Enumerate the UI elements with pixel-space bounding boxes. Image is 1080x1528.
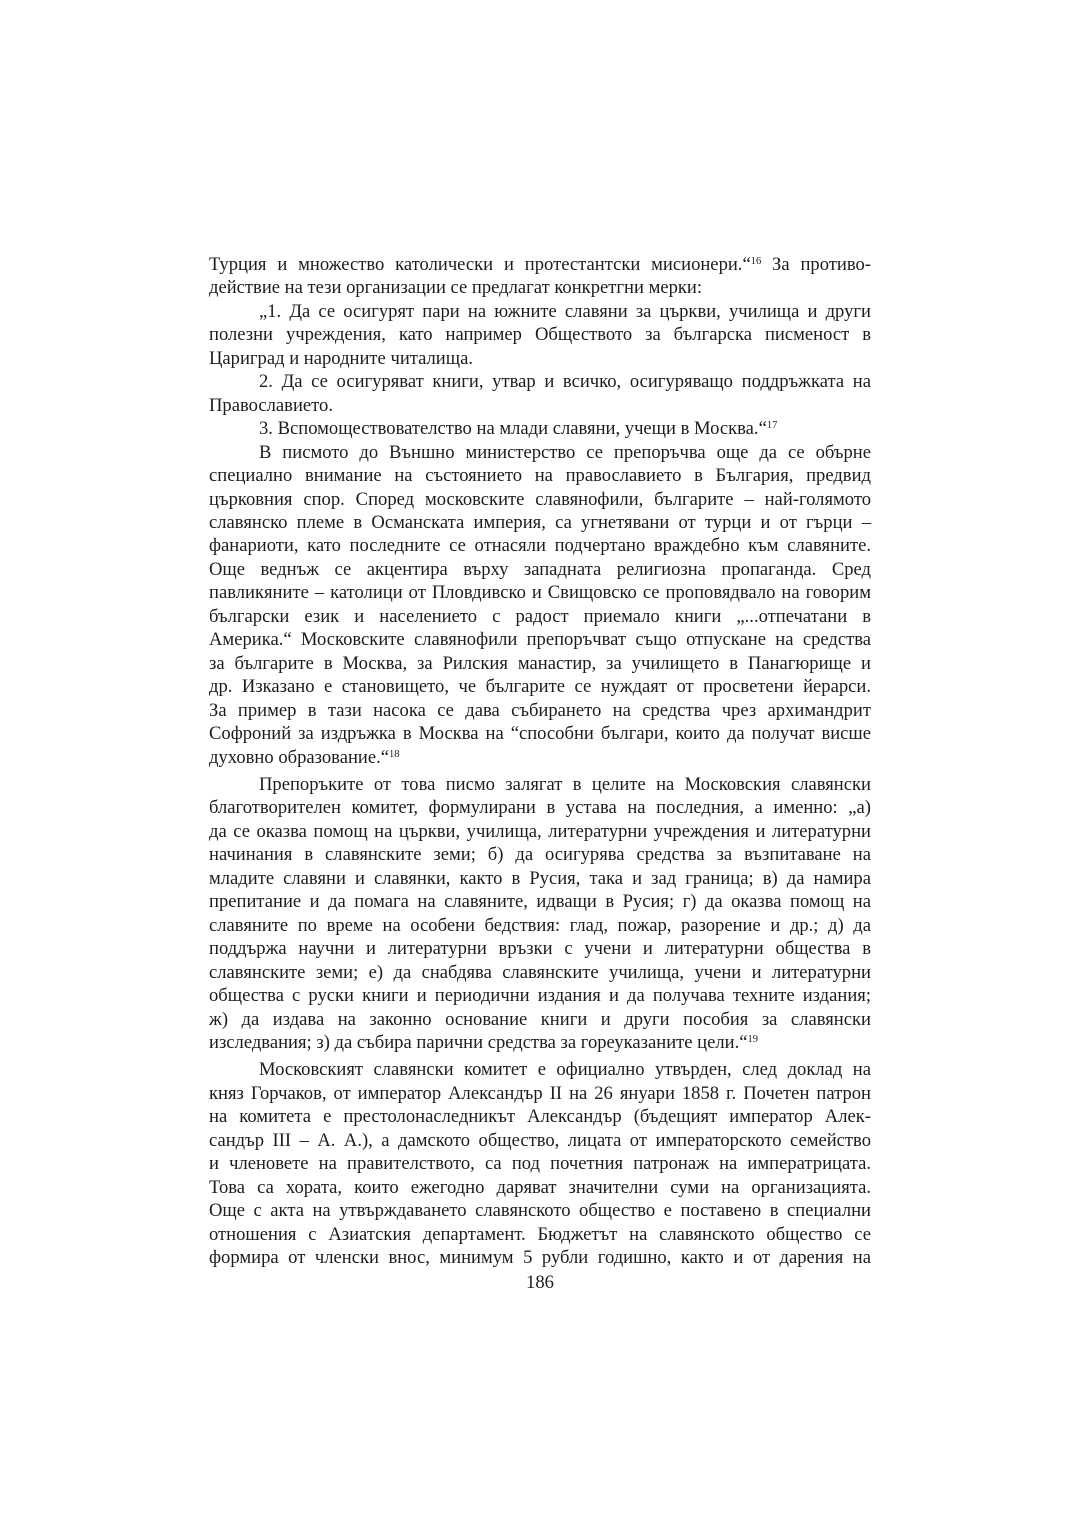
paragraph-1 [209,253,871,300]
text-line: славянско племе в Османската империя, са угнетявани от турци и от гърци – [209,511,871,533]
text-line: поддържа научни и литературни връзки с учени и литературни общества в [209,938,871,960]
text-line: сандър III – А. А.), а дамското общество, лицата от императорското семейство [209,1129,871,1151]
paragraph-2 [209,300,871,370]
text-line: павликяните – католици от Пловдивско и Свищовско се проповядвало на говорим [209,582,871,604]
text-line: да се оказва помощ на църкви, училища, литературни учреждения и литературни [209,820,871,842]
paragraph-3 [209,370,871,417]
text-line: полезни учреждения, като например Обществото за българска писменост в [209,324,871,346]
text-span: 3. Вспомоществователство на млади славяни, учещи в Москва.“ [259,418,767,440]
paragraph-4 [209,417,871,440]
text-line [209,253,871,276]
text-line: специално внимание на състоянието на православието в България, предвид [209,465,871,487]
text-line: 2. Да се осигуряват книги, утвар и всичко, осигуряващо поддръжката на [259,371,871,393]
text-line: препитание и да помага на славяните, идващи в Русия; г) да оказва помощ на [209,891,871,913]
text-line: княз Горчаков, от император Александър II на 26 януари 1858 г. Почетен патрон [209,1082,871,1104]
text-line: ж) да издава на законно основание книги и други пособия за славянски [209,1008,871,1030]
text-line: Софроний за издръжка в Москва на “способни българи, които да получат висше [209,723,871,745]
text-span: изследвания; з) да събира парични средства за гореуказаните цели.“ [209,1031,748,1053]
text-line [209,746,871,769]
text-line [209,417,871,440]
text-span: За противо- [761,254,871,275]
text-span: духовно образование.“ [209,746,389,768]
text-line: благотворителен комитет, формулирани в устава на последния, а именно: „а) [209,797,871,819]
text-line: общества с руски книги и периодични издания и да получава техните издания; [209,985,871,1007]
text-line: Това са хората, които ежегодно даряват значителни суми на организацията. [209,1176,871,1198]
text-line: др. Изказано е становището, че българите се нуждаят от просветени йерарси. [209,676,871,698]
text-line: Препоръките от това писмо залягат в целите на Московския славянски [259,773,871,795]
page-body [209,253,871,1269]
text-line: Московският славянски комитет е официално утвърден, след доклад на [259,1059,871,1081]
text-line: и членовете на правителството, са под почетния патронаж на императрицата. [209,1153,871,1175]
text-line: За пример в тази насока се дава събирането на средства чрез архимандрит [209,699,871,721]
text-line: Цариград и народните читалища. [209,347,473,369]
text-line: църковния спор. Според московските славянофили, българите – най-голямото [209,488,871,510]
text-line: Америка.“ Московските славянофили препоръчват също отпускане на средства [209,629,871,651]
text-line: Още веднъж се акцентира върху западната религиозна пропаганда. Сред [209,558,871,580]
text-line: Още с акта на утвърждаването славянското общество е поставено в специални [209,1200,871,1222]
text-line: Православието. [209,394,333,416]
text-line: отношения с Азиатския департамент. Бюджетът на славянското общество се [209,1223,871,1245]
footnote-ref: 16 [750,256,762,267]
text-line: за българите в Москва, за Рилския манастир, за училището в Панагюрище и [209,652,871,674]
text-line: В писмото до Външно министерство се препоръчва още да се обърне [259,441,871,463]
paragraph-6 [209,773,871,1054]
text-line: формира от членски внос, минимум 5 рубли годишно, както и от дарения на [209,1247,871,1269]
text-line: действие на тези организации се предлагат конкретгни мерки: [209,277,703,299]
paragraph-7 [209,1058,871,1269]
page-number: 186 [526,1272,554,1293]
text-line: фанариоти, като последните се отнасяли подчертано враждебно към славяните. [209,535,871,557]
footnote-ref: 17 [766,420,778,432]
text-line: „1. Да се осигурят пари на южните славяни за църкви, училища и други [259,300,871,322]
text-span: Турция и множество католически и протестантски мисионери.“ [209,254,751,275]
text-line: начинания в славянските земи; б) да осигурява средства за възпитаване на [209,844,871,866]
footnote-ref: 18 [389,748,400,760]
text-line: български език и населението с радост приемало книги „...отпечатани в [209,605,871,627]
text-line: на комитета е престолонаследникът Александър (бъдещият император Алек- [209,1106,871,1128]
paragraph-5 [209,441,871,769]
text-line: славянските земи; е) да снабдява славянските училища, учени и литературни [209,961,871,983]
text-line: младите славяни и славянки, както в Русия, така и зад граница; в) да намира [209,867,871,889]
text-line [209,1031,871,1054]
footnote-ref: 19 [747,1033,759,1045]
text-line: славяните по време на особени бедствия: глад, пожар, разорение и др.; д) да [209,914,871,936]
